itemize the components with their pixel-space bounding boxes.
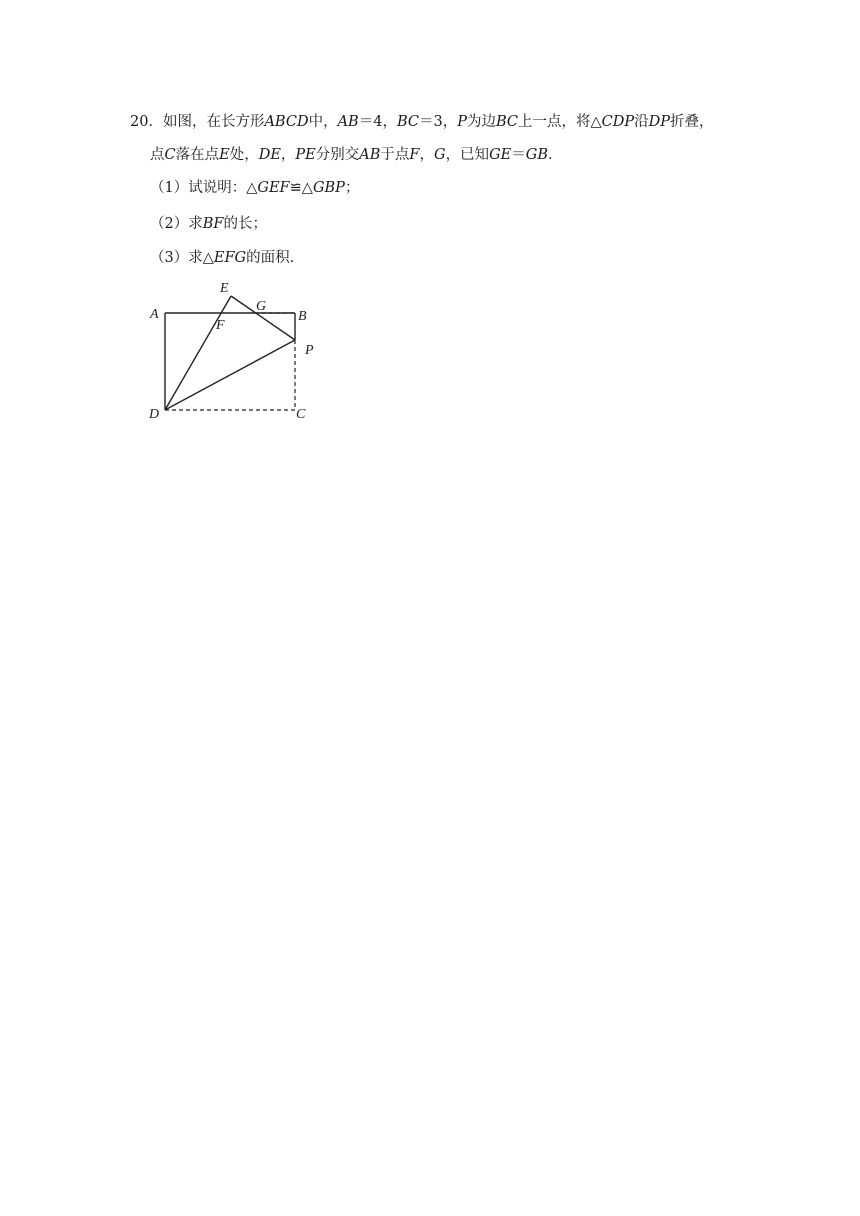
question-part-2: （2）求BF的长； — [150, 216, 267, 232]
problem-statement-line-2: 点C落在点E处，DE，PE分别交AB于点F，G，已知GE＝GB． — [150, 147, 563, 163]
question-part-1: （1）试说明：△GEF≌△GBP； — [150, 180, 360, 196]
label-C: C — [296, 407, 306, 422]
problem-statement-line-1: 20．如图，在长方形ABCD中，AB＝4，BC＝3，P为边BC上一点，将△CDP沿DP折叠， — [130, 114, 714, 130]
label-B: B — [298, 309, 307, 324]
label-E: E — [220, 281, 229, 296]
label-P: P — [305, 343, 314, 358]
question-part-3: （3）求△EFG的面积． — [150, 250, 305, 266]
geometry-figure — [140, 272, 340, 432]
label-A: A — [150, 307, 159, 322]
label-G: G — [256, 299, 267, 314]
label-F: F — [216, 318, 225, 333]
label-D: D — [149, 407, 160, 422]
problem-number: 20． — [130, 114, 163, 130]
